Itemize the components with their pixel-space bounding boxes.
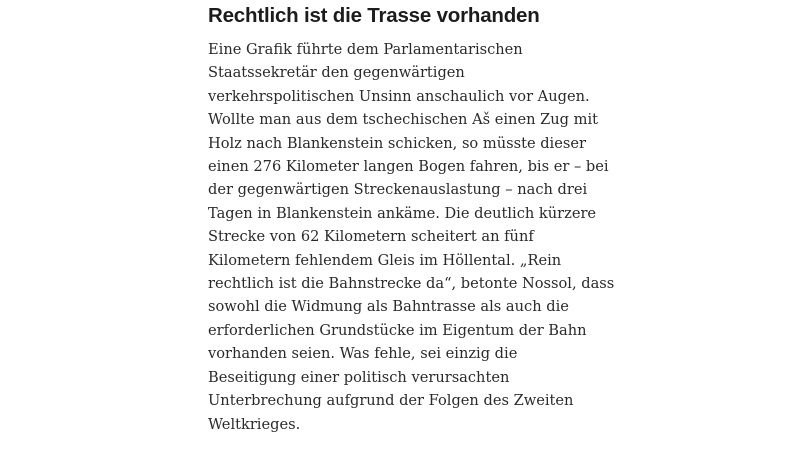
section-heading: Rechtlich ist die Trasse vorhanden — [208, 4, 540, 27]
paragraph-line: Wollte man aus dem tschechischen Aš einen Zug mit — [208, 111, 599, 129]
paragraph-line: vorhanden seien. Was fehle, sei einzig die — [208, 345, 518, 363]
paragraph-line: Eine Grafik führte dem Parlamentarischen — [208, 41, 523, 58]
paragraph-line: verkehrspolitischen Unsinn anschaulich vor Augen. — [208, 87, 590, 105]
paragraph-line: sowohl die Widmung als Bahntrasse als auch die — [208, 298, 569, 316]
paragraph-line: Strecke von 62 Kilometern scheitert an fünf — [208, 228, 534, 246]
article-paragraph — [208, 38, 615, 436]
paragraph-line: Kilometern fehlendem Gleis im Höllental. „Rein — [208, 251, 562, 269]
article — [208, 0, 615, 436]
paragraph-line: erforderlichen Grundstücke im Eigentum der Bahn — [208, 321, 587, 339]
paragraph-line: Staatssekretär den gegenwärtigen — [208, 64, 465, 82]
paragraph-line: Unterbrechung aufgrund der Folgen des Zweiten — [208, 392, 574, 410]
paragraph-line: Weltkrieges. — [208, 415, 301, 433]
paragraph-line: Beseitigung einer politisch verursachten — [208, 368, 510, 386]
paragraph-line: Tagen in Blankenstein ankäme. Die deutlich kürzere — [208, 204, 597, 222]
paragraph-line: rechtlich ist die Bahnstrecke da“, betonte Nossol, dass — [208, 275, 615, 293]
paragraph-line: Holz nach Blankenstein schicken, so müsste dieser — [208, 134, 586, 152]
paragraph-line: der gegenwärtigen Streckenauslastung – nach drei — [208, 181, 588, 199]
paragraph-line: einen 276 Kilometer langen Bogen fahren, bis er – bei — [208, 158, 609, 176]
